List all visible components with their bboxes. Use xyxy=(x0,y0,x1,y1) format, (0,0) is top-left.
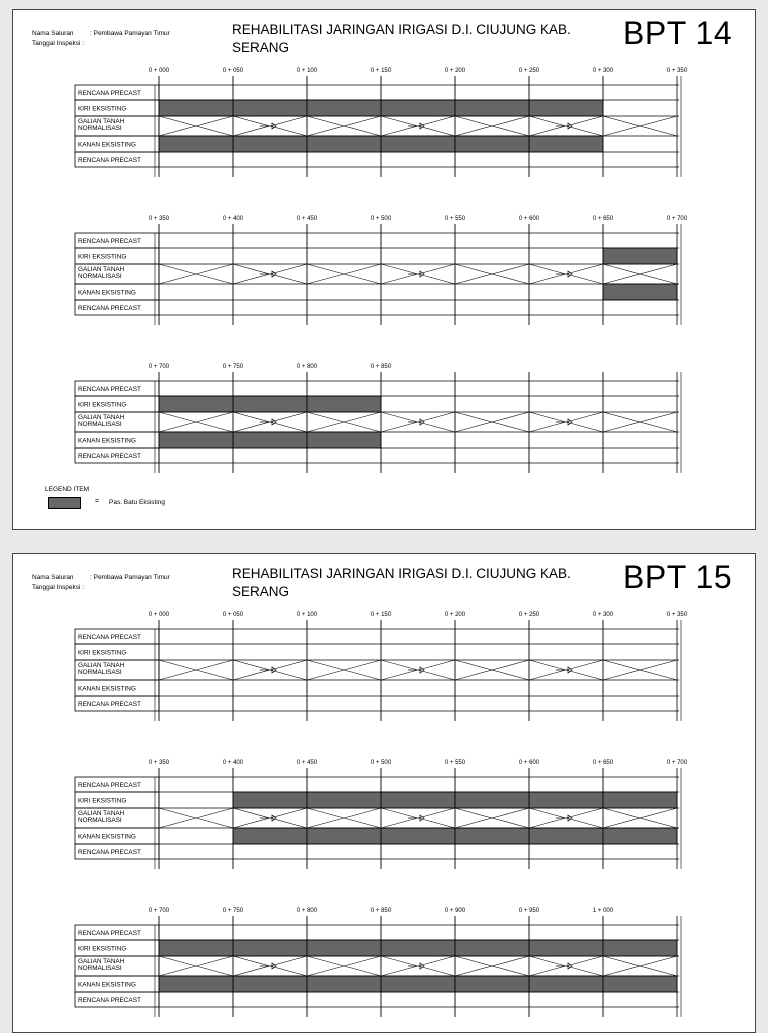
station-label: 0 + 700 xyxy=(148,364,170,370)
tanggal-inspeksi-label: Tanggal Inspeksi : xyxy=(32,40,85,47)
station-strip xyxy=(75,908,681,1017)
station-label: 0 + 400 xyxy=(222,760,244,766)
legend-swatch-existing xyxy=(48,497,81,509)
station-label: 0 + 800 xyxy=(296,364,318,370)
row-label: NORMALISASI xyxy=(78,965,122,972)
row-label: NORMALISASI xyxy=(78,421,122,428)
row-label: KANAN EKSISTING xyxy=(78,289,136,297)
station-label: 0 + 650 xyxy=(592,760,614,766)
row-label: RENCANA PRECAST xyxy=(78,157,141,164)
station-strip xyxy=(75,612,688,721)
sheet-title: REHABILITASI JARINGAN IRIGASI D.I. CIUJUNG KAB. SERANG xyxy=(232,22,571,55)
row-label: KIRI EKSISTING xyxy=(78,649,127,657)
row-label: KANAN EKSISTING xyxy=(78,437,136,445)
station-label: 0 + 050 xyxy=(222,612,244,618)
row-label: RENCANA PRECAST xyxy=(78,997,141,1004)
row-label: KIRI EKSISTING xyxy=(78,401,127,409)
nama-saluran-label: Nama Saluran xyxy=(32,574,74,581)
row-label: RENCANA PRECAST xyxy=(78,849,141,856)
station-strip xyxy=(75,760,688,869)
nama-saluran-value: : Pembawa Pamayan Timur xyxy=(90,30,170,37)
row-label: GALIAN TANAH xyxy=(78,118,125,125)
row-label: GALIAN TANAH xyxy=(78,414,125,421)
row-label: RENCANA PRECAST xyxy=(78,782,141,789)
station-label: 1 + 000 xyxy=(592,908,614,914)
inspection-sheet-bpt15 xyxy=(12,553,756,1033)
station-label: 0 + 450 xyxy=(296,216,318,222)
station-strip xyxy=(75,68,688,177)
bpt-number: BPT 15 xyxy=(623,559,733,595)
station-label: 0 + 100 xyxy=(296,68,318,74)
row-label: RENCANA PRECAST xyxy=(78,453,141,460)
kiri-existing-band xyxy=(603,248,677,264)
station-label: 0 + 250 xyxy=(518,612,540,618)
nama-saluran-label: Nama Saluran xyxy=(32,30,74,37)
row-label: RENCANA PRECAST xyxy=(78,90,141,97)
station-label: 0 + 700 xyxy=(666,760,688,766)
row-label: KIRI EKSISTING xyxy=(78,253,127,261)
station-label: 0 + 900 xyxy=(444,908,466,914)
row-label: KIRI EKSISTING xyxy=(78,105,127,113)
station-label: 0 + 200 xyxy=(444,612,466,618)
station-label: 0 + 300 xyxy=(592,612,614,618)
row-label: KANAN EKSISTING xyxy=(78,141,136,149)
row-label: NORMALISASI xyxy=(78,817,122,824)
station-label: 0 + 850 xyxy=(370,364,392,370)
station-label: 0 + 350 xyxy=(666,68,688,74)
row-label: KIRI EKSISTING xyxy=(78,797,127,805)
row-label: RENCANA PRECAST xyxy=(78,701,141,708)
station-label: 0 + 350 xyxy=(148,760,170,766)
row-label: GALIAN TANAH xyxy=(78,662,125,669)
station-label: 0 + 550 xyxy=(444,216,466,222)
station-label: 0 + 700 xyxy=(148,908,170,914)
station-label: 0 + 800 xyxy=(296,908,318,914)
kiri-existing-band xyxy=(159,396,381,412)
station-label: 0 + 700 xyxy=(666,216,688,222)
station-label: 0 + 650 xyxy=(592,216,614,222)
row-label: GALIAN TANAH xyxy=(78,958,125,965)
row-label: NORMALISASI xyxy=(78,669,122,676)
station-label: 0 + 000 xyxy=(148,612,170,618)
station-label: 0 + 400 xyxy=(222,216,244,222)
row-label: RENCANA PRECAST xyxy=(78,386,141,393)
row-label: RENCANA PRECAST xyxy=(78,305,141,312)
legend-title: LEGEND ITEM xyxy=(45,486,90,493)
station-label: 0 + 450 xyxy=(296,760,318,766)
station-label: 0 + 050 xyxy=(222,68,244,74)
station-strip xyxy=(75,364,681,473)
kanan-existing-band xyxy=(159,432,381,448)
kanan-existing-band xyxy=(603,284,677,300)
station-label: 0 + 750 xyxy=(222,908,244,914)
station-label: 0 + 100 xyxy=(296,612,318,618)
station-label: 0 + 950 xyxy=(518,908,540,914)
station-label: 0 + 600 xyxy=(518,760,540,766)
tanggal-inspeksi-label: Tanggal Inspeksi : xyxy=(32,584,85,591)
station-label: 0 + 500 xyxy=(370,760,392,766)
row-label: NORMALISASI xyxy=(78,273,122,280)
row-label: RENCANA PRECAST xyxy=(78,930,141,937)
sheet-title: REHABILITASI JARINGAN IRIGASI D.I. CIUJUNG KAB. SERANG xyxy=(232,566,571,599)
row-label: NORMALISASI xyxy=(78,125,122,132)
row-label: KANAN EKSISTING xyxy=(78,685,136,693)
station-label: 0 + 000 xyxy=(148,68,170,74)
row-label: GALIAN TANAH xyxy=(78,810,125,817)
row-label: KANAN EKSISTING xyxy=(78,833,136,841)
kanan-existing-band xyxy=(159,976,677,992)
kiri-existing-band xyxy=(159,940,677,956)
station-strip-grid xyxy=(13,554,757,1024)
row-label: GALIAN TANAH xyxy=(78,266,125,273)
station-label: 0 + 600 xyxy=(518,216,540,222)
row-label: KIRI EKSISTING xyxy=(78,945,127,953)
station-label: 0 + 500 xyxy=(370,216,392,222)
station-label: 0 + 850 xyxy=(370,908,392,914)
row-label: KANAN EKSISTING xyxy=(78,981,136,989)
station-label: 0 + 750 xyxy=(222,364,244,370)
station-label: 0 + 150 xyxy=(370,68,392,74)
station-label: 0 + 150 xyxy=(370,612,392,618)
inspection-sheet-bpt14 xyxy=(12,9,756,530)
station-label: 0 + 550 xyxy=(444,760,466,766)
bpt-number: BPT 14 xyxy=(623,15,733,51)
legend-equals: = xyxy=(95,498,100,505)
station-label: 0 + 200 xyxy=(444,68,466,74)
legend-item-label: Pas. Batu Eksisting xyxy=(109,499,165,506)
station-label: 0 + 250 xyxy=(518,68,540,74)
nama-saluran-value: : Pembawa Pamayan Timur xyxy=(90,574,170,581)
station-label: 0 + 300 xyxy=(592,68,614,74)
row-label: RENCANA PRECAST xyxy=(78,238,141,245)
station-strip-grid xyxy=(13,10,757,480)
row-label: RENCANA PRECAST xyxy=(78,634,141,641)
station-strip xyxy=(75,216,688,325)
station-label: 0 + 350 xyxy=(666,612,688,618)
station-label: 0 + 350 xyxy=(148,216,170,222)
